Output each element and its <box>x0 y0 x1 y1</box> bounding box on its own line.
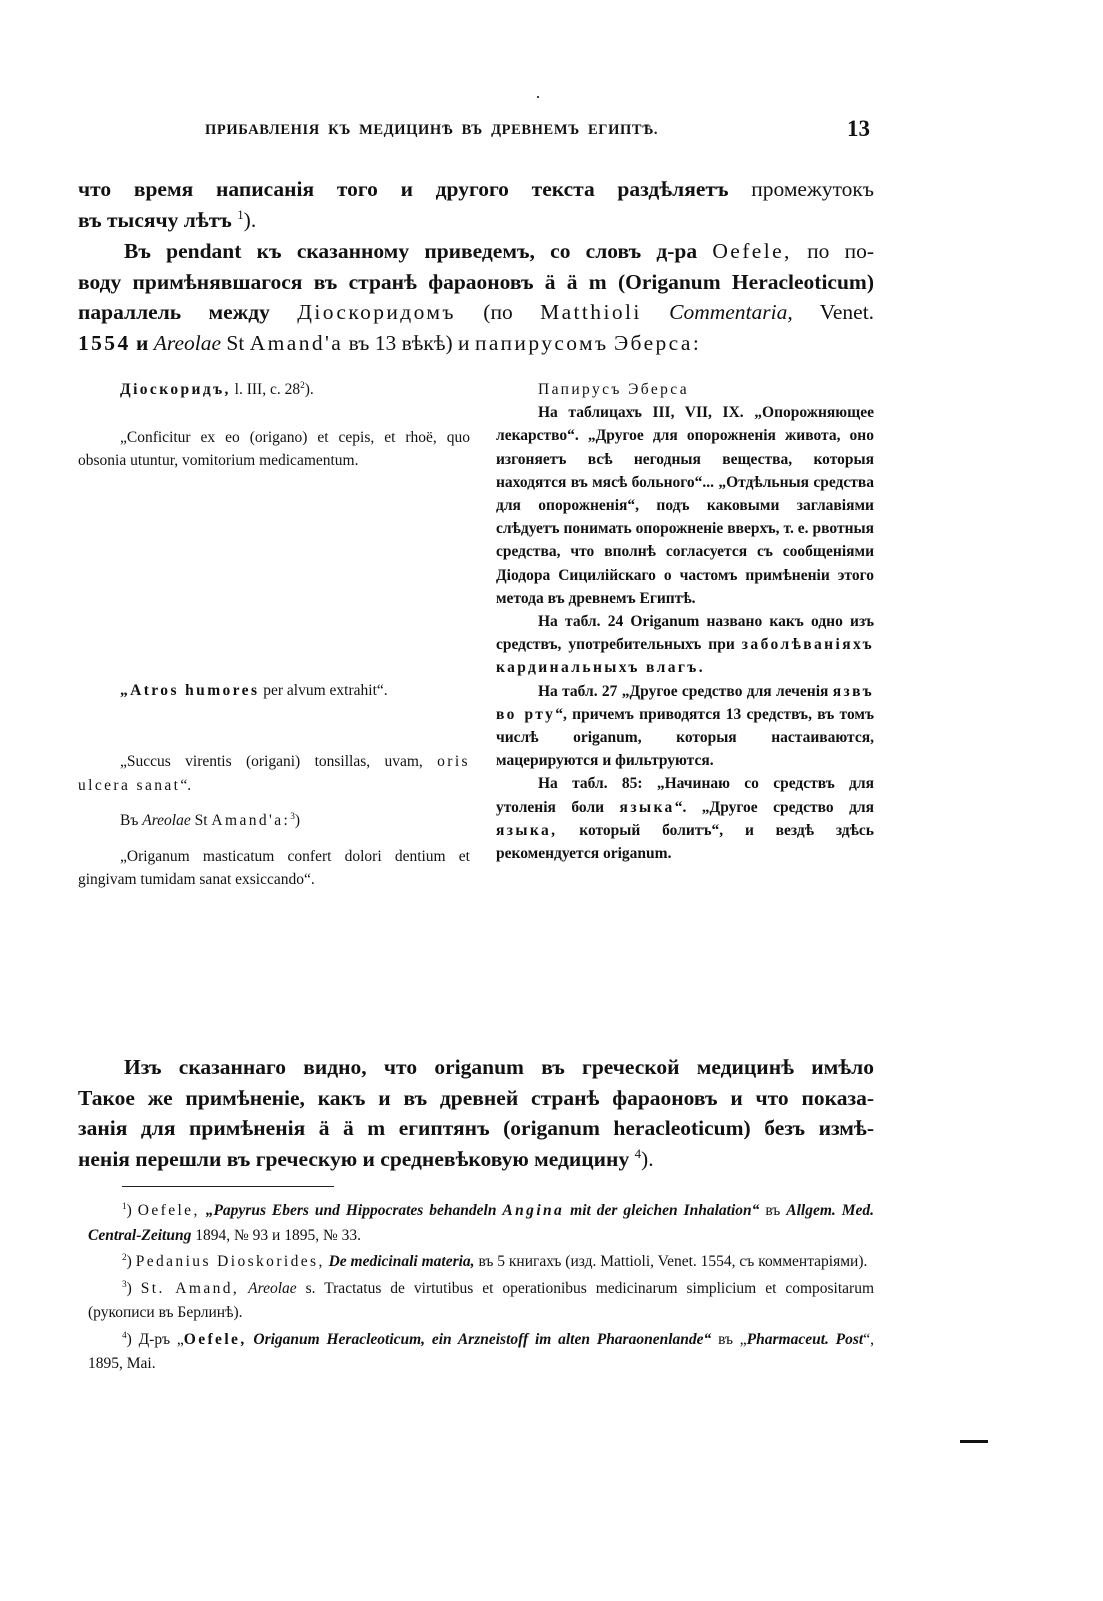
heading-text: ) <box>294 812 301 829</box>
quote-text: per alvum extrahit“. <box>263 681 388 699</box>
intro-text: промежутокъ <box>751 177 874 201</box>
footnote-3: $^3$) St. Amand, Areolae s. Tractatus de virtutibus et operationibus medicinarum simplicium et compositarum (рукописи въ Берлинѣ). <box>88 1279 875 1321</box>
para-text: (по <box>483 300 513 324</box>
column-heading-name: Діоскоридъ, <box>120 381 231 398</box>
quote-text: “. <box>180 776 192 794</box>
footnote-2: $^2$) Pedanius Dioskorides, De medicinali materia, въ 5 книгахъ (изд. Mattioli, Venet. 1554, съ комментаріями). <box>122 1252 868 1270</box>
footnote-separator <box>122 1186 334 1187</box>
footnote-ref: 3 <box>290 811 295 822</box>
work-title: Areolae <box>153 330 222 355</box>
papyrus-paragraph-3 <box>496 680 874 773</box>
conclusion-line: Такое же примѣненіе, какъ и въ древней странѣ фараоновъ и что показа- <box>78 1085 874 1110</box>
footnote-mark: 3 <box>122 1279 127 1290</box>
papyrus-paragraph-4 <box>496 772 874 865</box>
comparison-intro-paragraph <box>78 236 874 358</box>
papyrus-emphasis: язвъ во рту <box>496 682 875 723</box>
footnote-author: Oefele, <box>137 1202 200 1219</box>
work-title: Areolae <box>142 812 191 829</box>
footnote-ref: 1 <box>237 207 244 222</box>
footnote-journal: Allgem. Med. Central-Zeitung <box>88 1202 875 1244</box>
author-name: Amand'a: <box>211 812 291 829</box>
footnote-text: въ 5 книгахъ (изд. Mattioli, Venet. 1554, съ комментаріями). <box>478 1253 868 1270</box>
footnote-author: Pedanius Dioskorides, <box>135 1253 325 1270</box>
footnote-mark: 4 <box>122 1330 127 1341</box>
quote-text: „Succus virentis (origani) tonsillas, uvam, <box>120 753 423 770</box>
margin-dash <box>960 1440 988 1443</box>
work-title: Commentaria, <box>669 300 793 324</box>
year: 1554 <box>78 330 131 355</box>
intro-text-bold-2: въ тысячу лѣтъ <box>78 207 232 232</box>
footnote-text: “, 1895, Mai. <box>88 1330 875 1372</box>
footnotes <box>88 1199 874 1379</box>
conclusion-end: ). <box>641 1146 654 1171</box>
quote-1: „Conficitur ex eo (origano) et cepis, et rhoë, quo obsonia utuntur, vomitorium medicamentum. <box>78 428 470 469</box>
footnote-text: въ <box>765 1202 781 1219</box>
column-heading: Папирусъ Эберса <box>538 381 690 398</box>
footnote-text: s. Tractatus de virtutibus et operationibus medicinarum simplicium et compositarum (рукописи въ Берлинѣ). <box>88 1279 875 1321</box>
page-number: 13 <box>847 116 870 141</box>
papyrus-emphasis: языка, <box>496 821 558 839</box>
author-name: Діоскоридомъ <box>297 300 456 324</box>
papyrus-text: На табл. 27 „Другое средство для леченія <box>538 682 829 700</box>
conclusion-line: Изъ сказаннаго видно, что origanum въ греческой медицинѣ имѣло <box>124 1055 874 1079</box>
papyrus-paragraph-2 <box>496 610 874 680</box>
author-name: Amand'a <box>249 330 344 355</box>
footnote-journal: Pharmaceut. Post <box>746 1330 864 1348</box>
author-name: Matthioli <box>540 300 642 324</box>
para-text: Venet. <box>819 300 875 324</box>
papyrus-text: “, причемъ приводятся 13 средствъ, въ томъ числѣ origanum, которыя настаиваются, мацерируются и фильтруются. <box>496 705 874 770</box>
footnote-title: De medicinali materia, <box>328 1253 475 1270</box>
heading-text: St <box>194 812 208 829</box>
intro-text-end: ). <box>243 207 257 232</box>
papyrus-text: На табл. 24 Origanum названо какъ одно изъ средствъ, употребительныхъ при <box>496 613 874 654</box>
papyrus-emphasis: заболѣваніяхъ кардинальныхъ влагъ. <box>496 636 875 677</box>
footnote-ref: 2 <box>300 380 305 391</box>
papyrus-text: На табл. 85: „Начинаю со средствъ для утоленія боли <box>496 775 874 816</box>
footnote-title: Areolae <box>248 1279 297 1297</box>
footnote-mark: 1 <box>122 1201 127 1212</box>
para-line: воду примѣнявшагося въ странѣ фараоновъ ä ä m (Origanum Heracleoticum) <box>78 269 874 294</box>
author-name: Oefele, <box>712 239 792 263</box>
para-text: въ 13 вѣкѣ) и <box>348 330 470 355</box>
papyrus-column <box>496 378 874 865</box>
running-title: ПРИБАВЛЕНІЯ КЪ МЕДИЦИНѢ ВЪ ДРЕВНЕМЪ ЕГИПТѢ. <box>205 122 659 138</box>
conclusion-line: занія для примѣненія ä ä m египтянъ (origanum heracleoticum) безъ измѣ- <box>78 1116 874 1140</box>
author-name: папирусомъ <box>474 330 609 355</box>
quote-3 <box>78 750 470 797</box>
quote-2 <box>78 679 470 703</box>
footnote-title: Angina <box>502 1202 565 1219</box>
papyrus-text: который болитъ“, и вездѣ здѣсь рекомендуется origanum. <box>496 821 874 863</box>
conclusion-paragraph <box>78 1052 874 1174</box>
footnote-author: St. Amand, <box>140 1279 240 1297</box>
speck <box>537 96 539 98</box>
papyrus-text: “. „Другое средство для <box>674 798 874 816</box>
areolae-heading <box>78 809 470 833</box>
para-text: Въ pendant къ сказанному приведемъ, со словъ д-ра <box>124 239 698 263</box>
quote-emphasis: „Atros humores <box>120 681 260 699</box>
para-text: и <box>135 330 149 355</box>
author-name: Эберса: <box>613 330 702 355</box>
footnote-mark: 2 <box>122 1252 127 1263</box>
column-heading-end: ). <box>304 381 314 398</box>
footnote-title: „Papyrus Ebers und Hippocrates behandeln <box>205 1202 497 1219</box>
conclusion-line: ненія перешли въ греческую и средневѣковую медицину <box>78 1146 630 1171</box>
intro-text-bold: что время написанія того и другого текста раздѣляетъ <box>78 177 729 201</box>
footnote-text: въ „ <box>718 1330 747 1348</box>
footnote-ref: 4 <box>634 1146 642 1161</box>
footnote-text: Д-ръ „ <box>138 1330 184 1348</box>
papyrus-emphasis: языка <box>619 798 675 816</box>
footnote-1: $^1$) Oefele, „Papyrus Ebers und Hippocrates behandeln Angina mit der gleichen Inhalation“ въ Allgem. Med. Central-Zeitung 1894, № 93 и 1895, № 33. <box>88 1201 875 1244</box>
column-heading <box>78 378 470 402</box>
quote-emphasis: oris ulcera sanat <box>78 753 470 794</box>
heading-text: Въ <box>120 812 139 829</box>
para-text: St <box>226 330 245 355</box>
papyrus-paragraph-1: На таблицахъ III, VII, IX. „Опорожняющее лекарство“. „Другое для опорожненія живота, оно изгоняетъ всѣ негодныя вещества, которыя находятся въ мясѣ больного“... „Отдѣльныя средства для опорожненія“, подъ каковыми заглавіями слѣдуетъ понимать опорожненіе вверхъ, т. е. рвотныя средства, что вполнѣ согласуется съ сообщеніями Діодора Сицилійскаго о частомъ примѣненіи этого метода въ древнемъ Египтѣ. <box>496 404 874 607</box>
footnote-4: $^4$) Д-ръ „Oefele, Origanum Heracleoticum, ein Arzneistoff im alten Pharaonenlande“ въ „Pharmaceut. Post“, 1895, Mai. <box>88 1330 875 1372</box>
footnote-title: Origanum Heracleoticum, ein Arzneistoff im alten Pharaonenlande“ <box>253 1330 712 1348</box>
para-text: параллель между <box>78 300 270 324</box>
footnote-author: Oefele, <box>183 1330 247 1348</box>
dioscorides-column <box>78 378 470 892</box>
para-text: по по- <box>807 239 874 263</box>
intro-paragraph <box>78 174 874 235</box>
running-header <box>205 116 870 146</box>
footnote-title: mit der gleichen Inhalation“ <box>570 1202 760 1219</box>
column-heading-ref: l. III, c. 28 <box>234 381 301 398</box>
footnote-text: 1894, № 93 и 1895, № 33. <box>195 1226 361 1244</box>
quote-4: „Origanum masticatum confert dolori dentium et gingivam tumidam sanat exsiccando“. <box>78 847 470 888</box>
